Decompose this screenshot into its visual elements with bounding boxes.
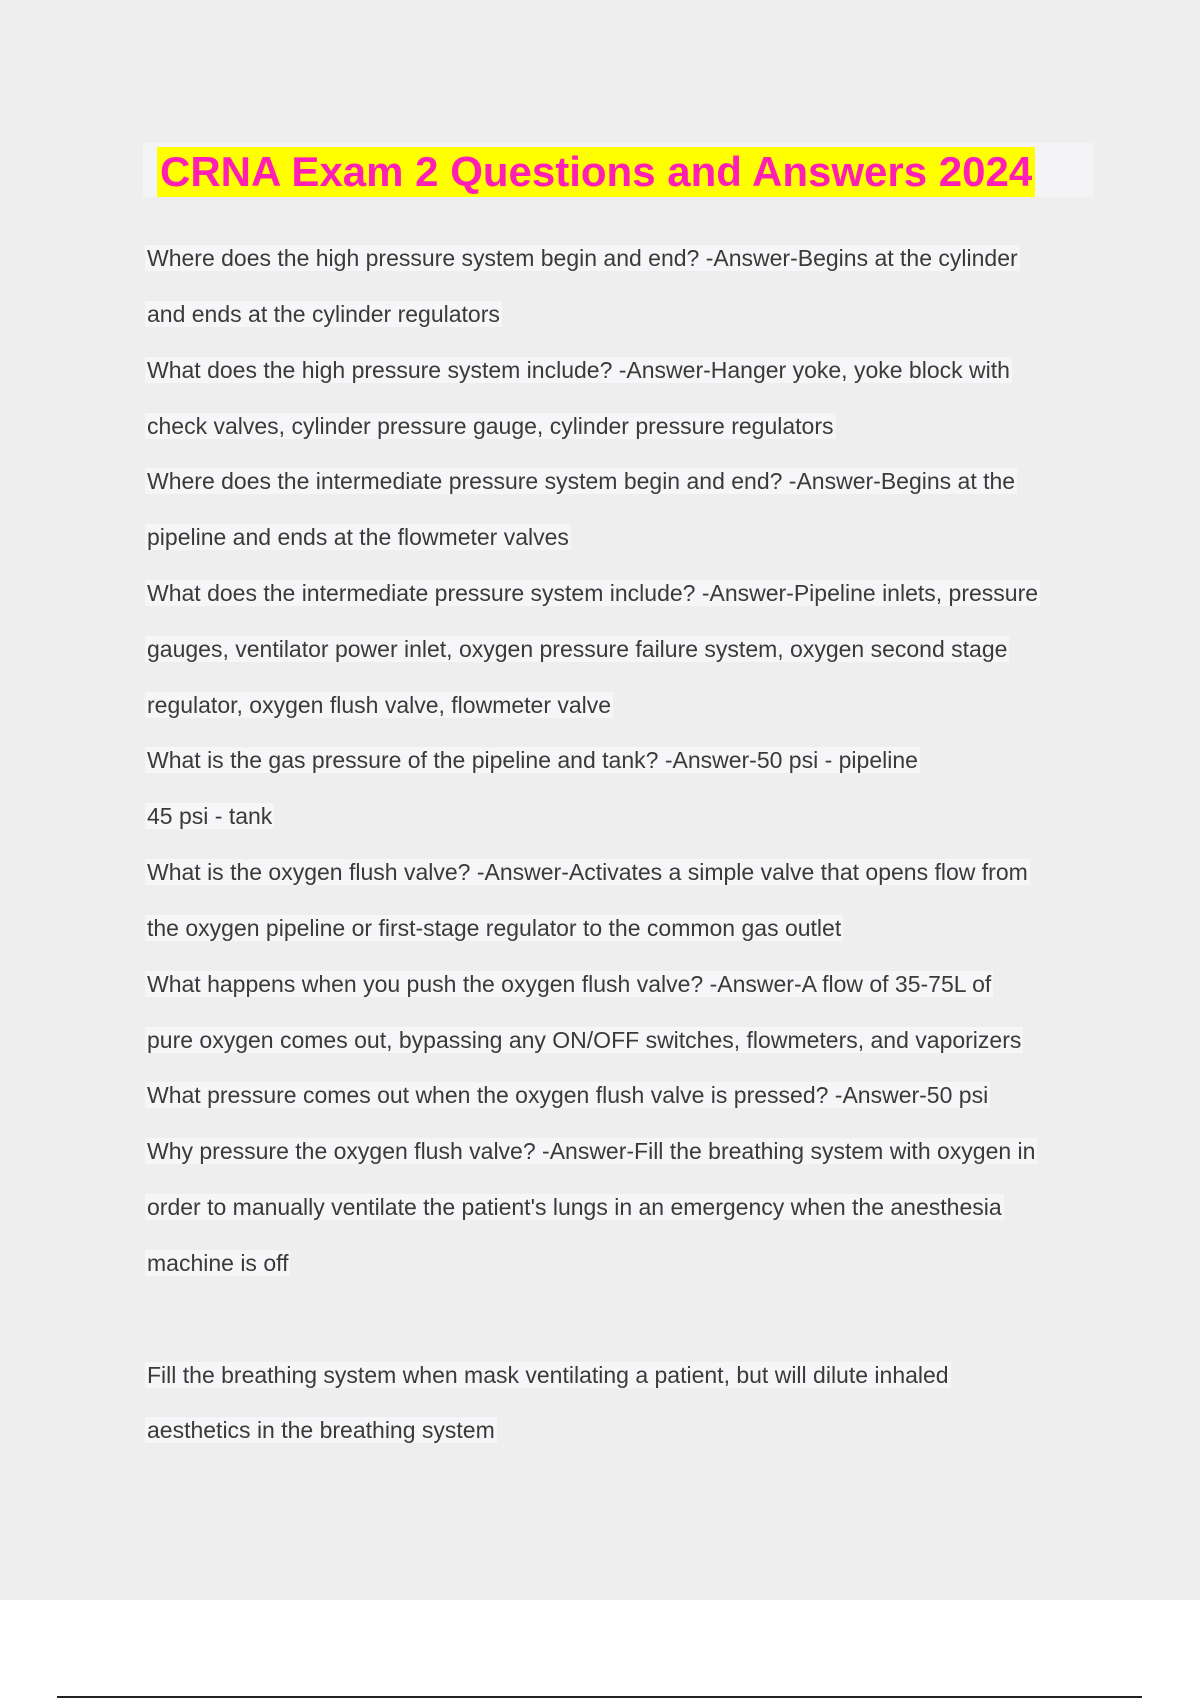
footer-divider [57,1696,1142,1698]
text-line: the oxygen pipeline or first-stage regulator to the common gas outlet [147,915,842,941]
text-line: and ends at the cylinder regulators [147,301,500,327]
text-line: Where does the intermediate pressure system begin and end? -Answer-Begins at the [147,468,1016,494]
text-line: pipeline and ends at the flowmeter valves [147,524,569,550]
text-line: 45 psi - tank [147,803,273,829]
text-line: check valves, cylinder pressure gauge, cylinder pressure regulators [147,413,834,439]
text-line: machine is off [147,1250,289,1276]
document-title: CRNA Exam 2 Questions and Answers 2024 [157,147,1035,197]
text-line: What is the oxygen flush valve? -Answer-Activates a simple valve that opens flow from [147,859,1028,885]
text-line: What happens when you push the oxygen flush valve? -Answer-A flow of 35-75L of [147,971,992,997]
text-line: order to manually ventilate the patient's lungs in an emergency when the anesthesia [147,1194,1002,1220]
text-line: pure oxygen comes out, bypassing any ON/OFF switches, flowmeters, and vaporizers [147,1027,1022,1053]
text-line: gauges, ventilator power inlet, oxygen pressure failure system, oxygen second stage [147,636,1008,662]
text-line: Where does the high pressure system begin and end? -Answer-Begins at the cylinder [147,245,1018,271]
text-line: aesthetics in the breathing system [147,1417,495,1443]
text-line: What pressure comes out when the oxygen flush valve is pressed? -Answer-50 psi [147,1082,989,1108]
text-line: What does the intermediate pressure system include? -Answer-Pipeline inlets, pressure [147,580,1039,606]
text-line: Fill the breathing system when mask ventilating a patient, but will dilute inhaled [147,1362,949,1388]
text-line: Why pressure the oxygen flush valve? -Answer-Fill the breathing system with oxygen in [147,1138,1036,1164]
text-line: regulator, oxygen flush valve, flowmeter valve [147,692,612,718]
text-line: What does the high pressure system include? -Answer-Hanger yoke, yoke block with [147,357,1010,383]
text-line: What is the gas pressure of the pipeline and tank? -Answer-50 psi - pipeline [147,747,918,773]
